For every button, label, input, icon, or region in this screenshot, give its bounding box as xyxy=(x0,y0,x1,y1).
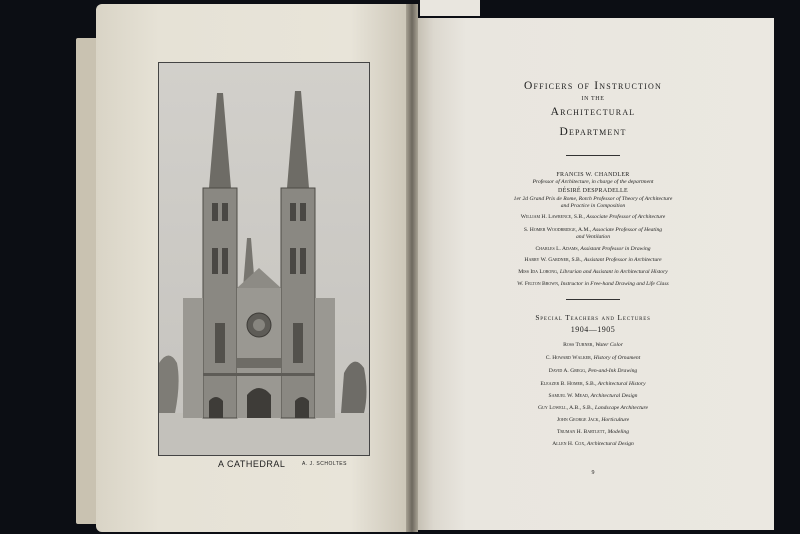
officer-entry xyxy=(412,281,774,288)
officer-title: and Ventilation xyxy=(575,234,611,240)
special-entry xyxy=(412,393,774,400)
officer-entry xyxy=(412,214,774,221)
special-entry xyxy=(412,381,774,388)
officer-name: Miss Ida Lorong, xyxy=(518,269,559,275)
officer-title: Instructor in Free-hand Drawing and Life Class xyxy=(560,281,669,287)
special-name: Allen H. Cox, xyxy=(552,441,586,447)
officer-name: FRANCIS W. CHANDLER xyxy=(556,172,630,178)
page-number: 9 xyxy=(591,470,595,476)
heading-line-4: Department xyxy=(559,126,627,138)
officer-entry xyxy=(412,257,774,264)
officer-title: Librarian and Assistant in Architectural History xyxy=(559,269,668,275)
special-entry xyxy=(412,441,774,448)
heading-line-2: IN THE xyxy=(581,96,605,102)
special-title: Architectural History xyxy=(597,381,646,387)
officer-name: S. Homer Woodbridge, A.M., xyxy=(523,227,592,233)
special-name: Guy Lowell, A.B., S.B., xyxy=(537,405,594,411)
officer-title: Assistant Professor in Architecture xyxy=(583,257,662,263)
special-title: Architectural Design xyxy=(586,441,634,447)
special-name: Samuel W. Mead, xyxy=(548,393,590,399)
special-entry xyxy=(412,368,774,375)
bookmark-paper xyxy=(420,0,480,16)
plate-caption: A CATHEDRAL xyxy=(218,459,286,469)
cathedral-plate xyxy=(158,62,370,456)
special-title: Modeling xyxy=(607,429,630,435)
officer-entry xyxy=(412,227,774,234)
special-title: Pen-and-Ink Drawing xyxy=(587,368,638,374)
officer-name: William H. Lawrence, S.B., xyxy=(520,214,585,220)
officer-title: Associate Professor of Architecture xyxy=(586,214,666,220)
special-name: David A. Gregg, xyxy=(548,368,587,374)
special-heading: Special Teachers and Lectures xyxy=(535,313,651,322)
special-years: 1904—1905 xyxy=(570,325,616,334)
special-name: Ross Turner, xyxy=(563,342,594,348)
officer-name: Charles L. Adams, xyxy=(535,246,580,252)
officer-title: 1er 2d Grand Prix de Rome, Rotch Professor of Theory of Architecture xyxy=(513,196,673,202)
special-entry xyxy=(412,342,774,349)
officer-name: DÉSIRÉ DESPRADELLE xyxy=(558,188,628,194)
special-title: Landscape Architecture xyxy=(594,405,648,411)
special-entry xyxy=(412,417,774,424)
officer-entry xyxy=(412,269,774,276)
divider-rule xyxy=(566,299,620,300)
special-title: History of Ornament xyxy=(593,355,641,361)
special-entry xyxy=(412,355,774,362)
cathedral-illustration xyxy=(159,63,369,455)
special-title: Architectural Design xyxy=(590,393,638,399)
officer-title: Associate Professor of Heating xyxy=(592,227,663,233)
special-title: Horticulture xyxy=(601,417,630,423)
heading-line-1: Officers of Instruction xyxy=(524,80,662,92)
officer-entry xyxy=(412,246,774,253)
officer-name: Harry W. Gardner, S.B., xyxy=(524,257,583,263)
officer-name: W. Felton Brown, xyxy=(517,281,560,287)
heading-line-3: Architectural xyxy=(550,106,636,118)
special-name: John George Jack, xyxy=(556,417,600,423)
officer-title: Professor of Architecture, in charge of the department xyxy=(532,179,654,185)
special-entry xyxy=(412,405,774,412)
special-name: Truman H. Bartlett, xyxy=(556,429,607,435)
special-title: Water Color xyxy=(595,342,623,348)
officer-title: and Practice in Composition xyxy=(560,203,626,209)
divider-rule xyxy=(566,155,620,156)
special-name: Eleazer B. Homer, S.B., xyxy=(540,381,597,387)
officer-title: Assistant Professor in Drawing xyxy=(580,246,651,252)
special-entry xyxy=(412,429,774,436)
plate-artist: A. J. SCHOLTES xyxy=(302,461,347,467)
special-name: C. Howard Walker, xyxy=(545,355,593,361)
